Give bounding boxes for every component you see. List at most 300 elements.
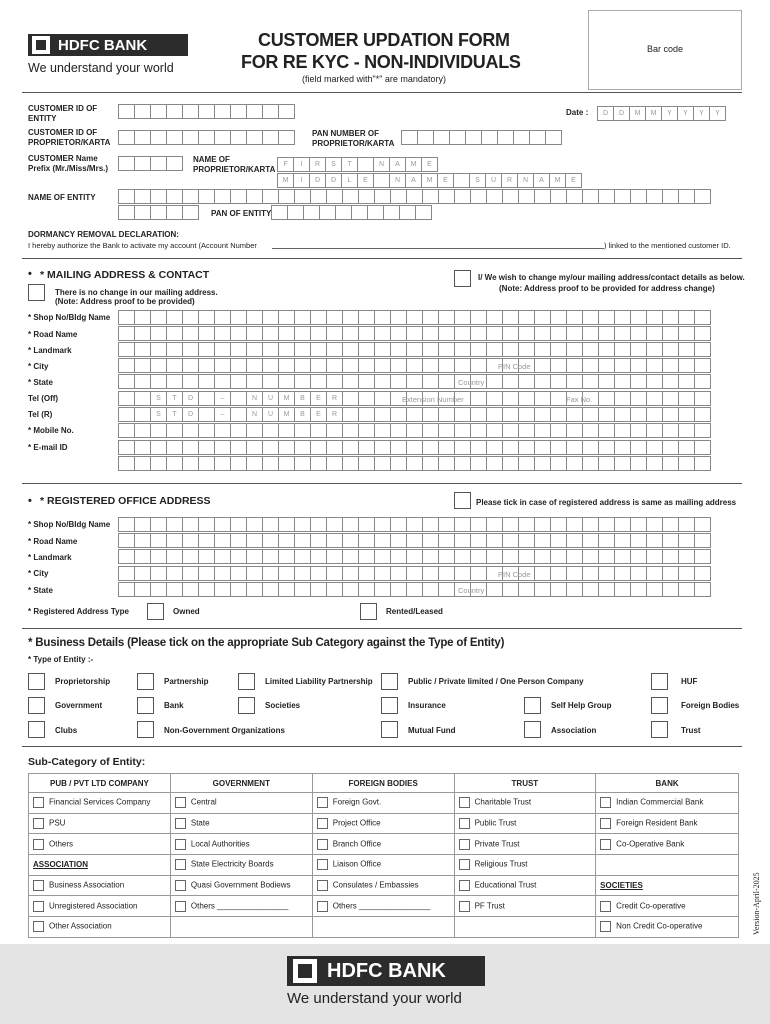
input-cell[interactable] [678, 374, 695, 389]
input-cell[interactable] [534, 533, 551, 548]
input-cell[interactable]: Y [693, 106, 710, 121]
input-cell[interactable] [502, 310, 519, 325]
input-cell[interactable] [678, 566, 695, 581]
input-cell[interactable] [262, 566, 279, 581]
input-cell[interactable] [182, 130, 199, 145]
input-cell[interactable] [678, 440, 695, 455]
input-cell[interactable] [294, 374, 311, 389]
input-cell[interactable] [470, 342, 487, 357]
input-cell[interactable] [614, 549, 631, 564]
input-cell[interactable] [294, 549, 311, 564]
input-cell[interactable] [390, 517, 407, 532]
input-cell[interactable] [230, 423, 247, 438]
input-cell[interactable] [422, 549, 439, 564]
input-cell[interactable] [214, 440, 231, 455]
input-cell[interactable] [326, 440, 343, 455]
input-cell[interactable] [214, 189, 231, 204]
input-cell[interactable] [294, 326, 311, 341]
input-cell[interactable] [646, 342, 663, 357]
input-cell[interactable] [383, 205, 400, 220]
input-cell[interactable] [694, 549, 711, 564]
input-cell[interactable] [646, 517, 663, 532]
input-cell[interactable] [534, 310, 551, 325]
input-cell[interactable] [550, 440, 567, 455]
input-cell[interactable] [662, 358, 679, 373]
input-cell[interactable] [294, 358, 311, 373]
input-cell[interactable] [262, 358, 279, 373]
input-cell[interactable] [470, 391, 487, 406]
input-cell[interactable] [198, 517, 215, 532]
input-cell[interactable] [166, 440, 183, 455]
input-cell[interactable] [470, 407, 487, 422]
input-cell[interactable] [374, 189, 391, 204]
input-cell[interactable] [678, 517, 695, 532]
input-cell[interactable] [390, 456, 407, 471]
input-cell[interactable] [486, 582, 503, 597]
input-cell[interactable] [646, 456, 663, 471]
input-cell[interactable] [342, 342, 359, 357]
input-cell[interactable] [502, 549, 519, 564]
input-cell[interactable] [566, 456, 583, 471]
input-cell[interactable] [118, 566, 135, 581]
input-cell[interactable] [470, 566, 487, 581]
input-cell[interactable] [694, 326, 711, 341]
input-cell[interactable] [550, 533, 567, 548]
input-cell[interactable] [454, 326, 471, 341]
input-cell[interactable] [534, 566, 551, 581]
input-cell[interactable] [358, 189, 375, 204]
input-cell[interactable]: E [357, 173, 374, 188]
input-cell[interactable] [326, 189, 343, 204]
input-cell[interactable] [502, 517, 519, 532]
input-cell[interactable] [230, 310, 247, 325]
input-cell[interactable] [198, 374, 215, 389]
input-cell[interactable] [486, 374, 503, 389]
input-cell[interactable] [614, 440, 631, 455]
input-cell[interactable] [198, 342, 215, 357]
input-cell[interactable] [646, 423, 663, 438]
input-cell[interactable] [438, 456, 455, 471]
input-cell[interactable] [502, 326, 519, 341]
input-cell[interactable] [438, 374, 455, 389]
input-cell[interactable] [390, 374, 407, 389]
subcategory-checkbox[interactable] [317, 818, 328, 829]
subcategory-checkbox[interactable] [317, 880, 328, 891]
input-cell[interactable] [150, 533, 167, 548]
input-cell[interactable] [614, 391, 631, 406]
input-cell[interactable] [678, 189, 695, 204]
input-cell[interactable] [465, 130, 482, 145]
input-cell[interactable] [550, 342, 567, 357]
input-cell[interactable] [550, 582, 567, 597]
input-cell[interactable] [166, 358, 183, 373]
input-cell[interactable]: Y [661, 106, 678, 121]
input-cell[interactable] [598, 533, 615, 548]
input-cell[interactable] [406, 358, 423, 373]
input-cell[interactable] [198, 566, 215, 581]
bank-checkbox[interactable] [137, 697, 154, 714]
mailing-road-field[interactable] [118, 326, 710, 341]
subcategory-checkbox[interactable] [459, 859, 470, 870]
input-cell[interactable] [326, 549, 343, 564]
input-cell[interactable] [518, 582, 535, 597]
input-cell[interactable]: Y [709, 106, 726, 121]
input-cell[interactable] [614, 423, 631, 438]
input-cell[interactable] [662, 310, 679, 325]
input-cell[interactable] [662, 391, 679, 406]
input-cell[interactable] [150, 440, 167, 455]
input-cell[interactable] [390, 549, 407, 564]
input-cell[interactable] [134, 374, 151, 389]
input-cell[interactable] [214, 310, 231, 325]
input-cell[interactable] [134, 423, 151, 438]
input-cell[interactable] [422, 582, 439, 597]
input-cell[interactable] [662, 423, 679, 438]
input-cell[interactable] [134, 533, 151, 548]
input-cell[interactable] [534, 407, 551, 422]
input-cell[interactable] [198, 189, 215, 204]
input-cell[interactable] [166, 189, 183, 204]
input-cell[interactable] [406, 310, 423, 325]
input-cell[interactable] [150, 456, 167, 471]
input-cell[interactable]: N [373, 157, 390, 172]
input-cell[interactable] [358, 407, 375, 422]
input-cell[interactable] [150, 205, 167, 220]
input-cell[interactable] [550, 517, 567, 532]
input-cell[interactable] [598, 423, 615, 438]
input-cell[interactable]: M [278, 407, 295, 422]
input-cell[interactable]: – [214, 391, 231, 406]
input-cell[interactable] [534, 391, 551, 406]
input-cell[interactable] [662, 566, 679, 581]
input-cell[interactable]: U [485, 173, 502, 188]
input-cell[interactable] [678, 310, 695, 325]
input-cell[interactable] [262, 517, 279, 532]
input-cell[interactable] [433, 130, 450, 145]
subcategory-checkbox[interactable] [33, 818, 44, 829]
input-cell[interactable] [630, 189, 647, 204]
input-cell[interactable] [262, 423, 279, 438]
input-cell[interactable] [694, 342, 711, 357]
input-cell[interactable] [598, 517, 615, 532]
input-cell[interactable] [326, 326, 343, 341]
input-cell[interactable] [150, 189, 167, 204]
input-cell[interactable] [198, 549, 215, 564]
public-private-checkbox[interactable] [381, 673, 398, 690]
input-cell[interactable] [417, 130, 434, 145]
input-cell[interactable] [566, 440, 583, 455]
input-cell[interactable] [166, 456, 183, 471]
input-cell[interactable] [150, 310, 167, 325]
input-cell[interactable] [422, 407, 439, 422]
input-cell[interactable] [662, 517, 679, 532]
input-cell[interactable] [486, 440, 503, 455]
input-cell[interactable] [358, 440, 375, 455]
input-cell[interactable] [422, 533, 439, 548]
partnership-checkbox[interactable] [137, 673, 154, 690]
name-entity-field[interactable] [118, 189, 710, 204]
input-cell[interactable] [486, 342, 503, 357]
input-cell[interactable] [310, 440, 327, 455]
input-cell[interactable] [518, 374, 535, 389]
subcategory-checkbox[interactable] [600, 839, 611, 850]
input-cell[interactable] [310, 582, 327, 597]
input-cell[interactable]: R [501, 173, 518, 188]
input-cell[interactable] [166, 533, 183, 548]
input-cell[interactable] [118, 440, 135, 455]
input-cell[interactable] [454, 456, 471, 471]
input-cell[interactable] [399, 205, 416, 220]
input-cell[interactable] [326, 517, 343, 532]
input-cell[interactable] [598, 342, 615, 357]
input-cell[interactable] [118, 549, 135, 564]
input-cell[interactable] [374, 517, 391, 532]
input-cell[interactable] [390, 189, 407, 204]
input-cell[interactable] [374, 456, 391, 471]
input-cell[interactable] [390, 566, 407, 581]
input-cell[interactable] [118, 517, 135, 532]
input-cell[interactable] [502, 189, 519, 204]
input-cell[interactable] [566, 189, 583, 204]
input-cell[interactable] [182, 342, 199, 357]
reg-road-field[interactable] [118, 533, 710, 548]
input-cell[interactable] [358, 310, 375, 325]
input-cell[interactable] [118, 156, 135, 171]
input-cell[interactable] [358, 456, 375, 471]
input-cell[interactable]: E [310, 407, 327, 422]
input-cell[interactable] [438, 326, 455, 341]
input-cell[interactable] [518, 342, 535, 357]
input-cell[interactable] [246, 549, 263, 564]
mailing-state-field[interactable] [118, 374, 710, 389]
input-cell[interactable] [310, 342, 327, 357]
input-cell[interactable] [342, 533, 359, 548]
input-cell[interactable] [518, 517, 535, 532]
input-cell[interactable] [438, 310, 455, 325]
input-cell[interactable] [342, 549, 359, 564]
input-cell[interactable]: D [182, 407, 199, 422]
reg-state-field[interactable] [118, 582, 710, 597]
input-cell[interactable] [182, 423, 199, 438]
input-cell[interactable] [550, 358, 567, 373]
input-cell[interactable] [422, 423, 439, 438]
input-cell[interactable] [166, 130, 183, 145]
input-cell[interactable]: N [246, 407, 263, 422]
mailing-shop-field[interactable] [118, 310, 710, 325]
input-cell[interactable] [278, 423, 295, 438]
input-cell[interactable]: I [293, 157, 310, 172]
input-cell[interactable] [470, 517, 487, 532]
input-cell[interactable] [694, 423, 711, 438]
input-cell[interactable] [454, 549, 471, 564]
input-cell[interactable] [614, 456, 631, 471]
input-cell[interactable] [481, 130, 498, 145]
input-cell[interactable] [182, 456, 199, 471]
input-cell[interactable] [262, 440, 279, 455]
input-cell[interactable]: A [533, 173, 550, 188]
input-cell[interactable] [518, 407, 535, 422]
input-cell[interactable] [534, 189, 551, 204]
input-cell[interactable] [198, 533, 215, 548]
input-cell[interactable] [438, 517, 455, 532]
input-cell[interactable] [598, 549, 615, 564]
input-cell[interactable] [358, 566, 375, 581]
input-cell[interactable] [166, 423, 183, 438]
input-cell[interactable] [326, 456, 343, 471]
input-cell[interactable] [294, 189, 311, 204]
input-cell[interactable] [422, 456, 439, 471]
input-cell[interactable] [630, 358, 647, 373]
input-cell[interactable] [390, 358, 407, 373]
input-cell[interactable] [358, 582, 375, 597]
subcategory-checkbox[interactable] [600, 901, 611, 912]
input-cell[interactable] [262, 533, 279, 548]
input-cell[interactable] [662, 407, 679, 422]
input-cell[interactable] [294, 582, 311, 597]
input-cell[interactable] [550, 189, 567, 204]
input-cell[interactable]: R [309, 157, 326, 172]
input-cell[interactable] [422, 566, 439, 581]
input-cell[interactable] [278, 374, 295, 389]
input-cell[interactable] [342, 456, 359, 471]
input-cell[interactable] [582, 440, 599, 455]
input-cell[interactable] [406, 407, 423, 422]
input-cell[interactable]: R [326, 391, 343, 406]
change-address-checkbox[interactable] [454, 270, 471, 287]
input-cell[interactable] [502, 456, 519, 471]
pan-entity-field[interactable] [271, 205, 431, 220]
input-cell[interactable] [294, 440, 311, 455]
input-cell[interactable] [262, 326, 279, 341]
input-cell[interactable] [598, 582, 615, 597]
input-cell[interactable] [150, 130, 167, 145]
input-cell[interactable]: I [293, 173, 310, 188]
input-cell[interactable] [518, 310, 535, 325]
account-number-line[interactable] [272, 248, 604, 249]
reg-landmark-field[interactable] [118, 549, 710, 564]
input-cell[interactable] [566, 549, 583, 564]
input-cell[interactable] [326, 310, 343, 325]
input-cell[interactable] [358, 326, 375, 341]
input-cell[interactable] [598, 310, 615, 325]
input-cell[interactable] [646, 189, 663, 204]
input-cell[interactable] [262, 549, 279, 564]
input-cell[interactable] [454, 189, 471, 204]
input-cell[interactable] [415, 205, 432, 220]
input-cell[interactable] [246, 374, 263, 389]
input-cell[interactable] [230, 374, 247, 389]
input-cell[interactable] [598, 358, 615, 373]
input-cell[interactable] [118, 310, 135, 325]
input-cell[interactable] [118, 391, 135, 406]
input-cell[interactable]: M [278, 391, 295, 406]
input-cell[interactable] [694, 310, 711, 325]
input-cell[interactable] [678, 391, 695, 406]
input-cell[interactable] [230, 189, 247, 204]
tel-r-field[interactable] [118, 407, 710, 422]
subcategory-checkbox[interactable] [175, 859, 186, 870]
input-cell[interactable] [134, 549, 151, 564]
input-cell[interactable] [166, 205, 183, 220]
subcategory-checkbox[interactable] [459, 818, 470, 829]
input-cell[interactable] [662, 549, 679, 564]
input-cell[interactable] [150, 342, 167, 357]
input-cell[interactable] [374, 374, 391, 389]
input-cell[interactable] [454, 566, 471, 581]
input-cell[interactable] [582, 456, 599, 471]
input-cell[interactable] [374, 582, 391, 597]
input-cell[interactable] [294, 566, 311, 581]
input-cell[interactable] [566, 326, 583, 341]
input-cell[interactable] [358, 517, 375, 532]
input-cell[interactable] [694, 407, 711, 422]
input-cell[interactable] [198, 582, 215, 597]
input-cell[interactable] [374, 391, 391, 406]
input-cell[interactable] [438, 582, 455, 597]
input-cell[interactable]: A [389, 157, 406, 172]
input-cell[interactable]: B [294, 391, 311, 406]
input-cell[interactable] [502, 342, 519, 357]
input-cell[interactable] [582, 189, 599, 204]
input-cell[interactable] [246, 326, 263, 341]
input-cell[interactable] [582, 342, 599, 357]
input-cell[interactable] [246, 310, 263, 325]
no-change-checkbox[interactable] [28, 284, 45, 301]
input-cell[interactable] [134, 205, 151, 220]
subcategory-checkbox[interactable] [317, 901, 328, 912]
input-cell[interactable] [150, 566, 167, 581]
input-cell[interactable] [118, 533, 135, 548]
input-cell[interactable]: T [166, 391, 183, 406]
input-cell[interactable]: D [182, 391, 199, 406]
input-cell[interactable] [582, 374, 599, 389]
input-cell[interactable] [550, 391, 567, 406]
input-cell[interactable] [246, 423, 263, 438]
input-cell[interactable] [262, 582, 279, 597]
input-cell[interactable] [118, 456, 135, 471]
input-cell[interactable] [166, 582, 183, 597]
input-cell[interactable] [630, 549, 647, 564]
input-cell[interactable] [214, 374, 231, 389]
input-cell[interactable] [694, 517, 711, 532]
input-cell[interactable] [150, 326, 167, 341]
input-cell[interactable] [278, 566, 295, 581]
input-cell[interactable] [694, 440, 711, 455]
input-cell[interactable] [566, 407, 583, 422]
input-cell[interactable] [182, 517, 199, 532]
input-cell[interactable] [278, 358, 295, 373]
input-cell[interactable] [294, 456, 311, 471]
input-cell[interactable] [246, 533, 263, 548]
input-cell[interactable] [326, 374, 343, 389]
input-cell[interactable] [582, 310, 599, 325]
subcategory-checkbox[interactable] [459, 901, 470, 912]
input-cell[interactable] [214, 342, 231, 357]
input-cell[interactable] [303, 205, 320, 220]
input-cell[interactable] [518, 440, 535, 455]
input-cell[interactable] [470, 456, 487, 471]
input-cell[interactable] [182, 374, 199, 389]
input-cell[interactable] [310, 423, 327, 438]
input-cell[interactable] [678, 358, 695, 373]
input-cell[interactable] [406, 549, 423, 564]
input-cell[interactable] [566, 310, 583, 325]
input-cell[interactable] [214, 533, 231, 548]
rented-checkbox[interactable] [360, 603, 377, 620]
input-cell[interactable] [534, 358, 551, 373]
input-cell[interactable] [118, 326, 135, 341]
input-cell[interactable] [630, 407, 647, 422]
